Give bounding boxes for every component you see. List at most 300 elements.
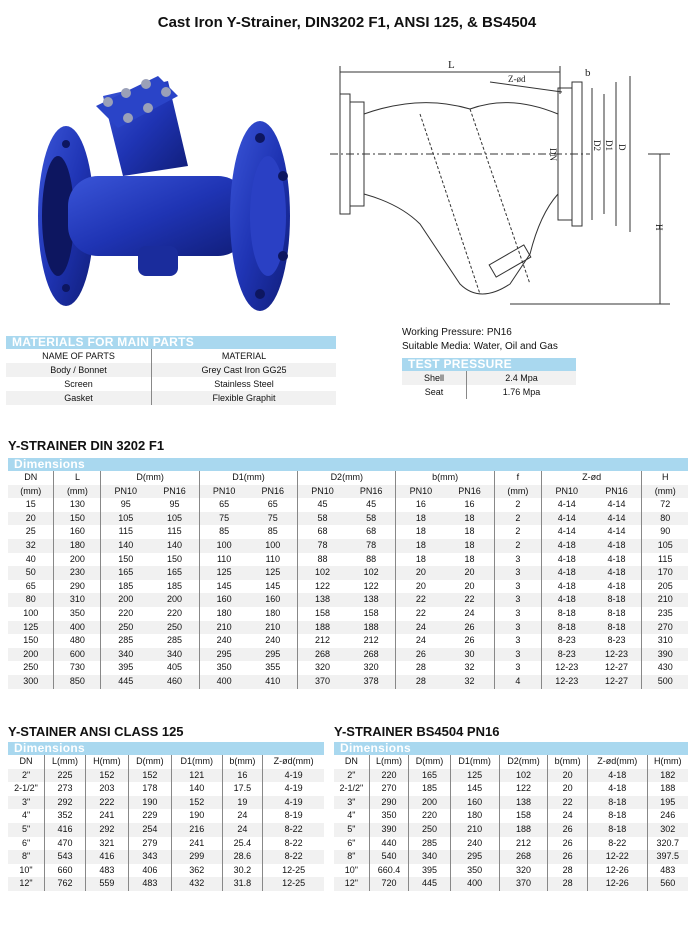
- table-cell: (mm): [8, 485, 54, 499]
- table-cell: D2(mm): [499, 755, 548, 769]
- table-cell: 240: [199, 634, 248, 648]
- table-cell: DN: [344, 756, 358, 766]
- table-cell: 378: [347, 675, 396, 689]
- table-cell: 8-23: [541, 648, 591, 662]
- table-cell: 102: [298, 566, 347, 580]
- table-cell: 5": [334, 823, 369, 837]
- table-row: [8, 864, 324, 878]
- table-cell: 15: [25, 499, 36, 510]
- table-row: [334, 796, 688, 810]
- table-cell: PN16: [445, 485, 494, 499]
- table-cell: 25.4: [222, 837, 263, 851]
- table-cell: 105: [642, 539, 688, 553]
- table-cell: 152: [128, 769, 171, 783]
- table-cell: 352: [45, 809, 86, 823]
- table-cell: 18: [396, 525, 445, 539]
- table-cell: 210: [248, 621, 297, 635]
- table-row: [334, 837, 688, 851]
- table-cell: 12-23: [592, 648, 642, 662]
- table-cell: 190: [171, 809, 222, 823]
- table-cell: 270: [369, 782, 408, 796]
- table-cell: L(mm): [45, 755, 86, 769]
- table-cell: 400: [199, 675, 248, 689]
- table-cell: 246: [647, 809, 688, 823]
- table-cell: 483: [85, 864, 128, 878]
- table-cell: 26: [548, 837, 587, 851]
- table-cell: Flexible Graphit: [152, 391, 337, 405]
- table-cell: 4-18: [587, 769, 647, 783]
- table-cell: 292: [85, 823, 128, 837]
- table-cell: H: [642, 471, 688, 485]
- table-cell: 416: [85, 850, 128, 864]
- table-cell: 2: [494, 525, 541, 539]
- table-cell: 350: [450, 864, 499, 878]
- bs-dimensions-band: Dimensions: [334, 742, 688, 755]
- table-cell: 125: [199, 566, 248, 580]
- table-cell: 212: [499, 837, 548, 851]
- table-cell: 432: [171, 877, 222, 891]
- table-cell: 28: [396, 675, 445, 689]
- working-conditions: [402, 326, 558, 354]
- drawing-label-z: Z-ød: [508, 74, 526, 84]
- table-cell: b(mm): [548, 755, 587, 769]
- table-cell: 72: [642, 498, 688, 512]
- table-cell: 660.4: [369, 864, 408, 878]
- table-cell: 185: [166, 580, 182, 591]
- table-cell: 165: [150, 566, 199, 580]
- table-cell: DN: [24, 472, 38, 482]
- table-cell: 16: [222, 769, 263, 783]
- table-cell: 200: [101, 593, 150, 607]
- table-cell: 24: [548, 809, 587, 823]
- table-cell: 500: [642, 675, 688, 689]
- table-cell: 152: [85, 769, 128, 783]
- table-cell: 80: [8, 593, 54, 607]
- table-cell: 180: [450, 809, 499, 823]
- table-cell: 20: [396, 580, 445, 594]
- table-row: [334, 809, 688, 823]
- table-cell: 220: [409, 809, 451, 823]
- table-cell: 3: [494, 621, 541, 635]
- table-cell: 292: [45, 796, 86, 810]
- table-cell: 4-18: [607, 553, 626, 564]
- table-cell: 4-18: [607, 580, 626, 591]
- table-cell: 445: [101, 675, 150, 689]
- table-cell: 559: [85, 877, 128, 891]
- table-cell: 355: [265, 662, 281, 673]
- table-row: [8, 796, 324, 810]
- table-row: [8, 809, 324, 823]
- table-cell: 150: [101, 553, 150, 567]
- table-cell: 370: [499, 877, 548, 891]
- table-cell: 302: [647, 823, 688, 837]
- table-cell: 4-18: [592, 539, 642, 553]
- table-cell: Body / Bonnet: [6, 363, 152, 377]
- table-cell: 290: [54, 580, 101, 594]
- table-cell: 105: [150, 512, 199, 526]
- table-cell: 122: [363, 580, 379, 591]
- table-cell: 8-18: [541, 621, 591, 635]
- table-cell: 165: [409, 769, 451, 783]
- table-cell: 12-27: [605, 662, 629, 673]
- table-cell: 2: [494, 512, 541, 526]
- table-row: [334, 769, 688, 783]
- table-cell: 8-18: [587, 823, 647, 837]
- strainer-technical-drawing: [330, 54, 680, 316]
- table-cell: 188: [499, 823, 548, 837]
- table-cell: 440: [369, 837, 408, 851]
- table-cell: 483: [128, 877, 171, 891]
- table-row: [8, 580, 688, 594]
- table-cell: 145: [199, 580, 248, 594]
- table-cell: 170: [642, 566, 688, 580]
- table-row: [8, 553, 688, 567]
- table-cell: 180: [265, 607, 281, 618]
- table-row: [8, 498, 688, 512]
- table-cell: 390: [642, 648, 688, 662]
- table-cell: 300: [8, 675, 54, 689]
- table-cell: 203: [85, 782, 128, 796]
- table-cell: PN16: [592, 485, 642, 499]
- din-section: [8, 458, 688, 689]
- table-cell: 185: [409, 782, 451, 796]
- table-cell: 2.4 Mpa: [467, 371, 577, 385]
- table-cell: 30.2: [222, 864, 263, 878]
- table-cell: 140: [171, 782, 222, 796]
- table-cell: 12-25: [263, 864, 324, 878]
- materials-header: MATERIAL: [152, 349, 337, 363]
- table-cell: 370: [298, 675, 347, 689]
- table-cell: 32: [8, 539, 54, 553]
- table-cell: 28: [548, 877, 587, 891]
- table-header-row: [334, 755, 688, 769]
- table-cell: 110: [265, 553, 280, 564]
- table-cell: 350: [199, 661, 248, 675]
- table-cell: 18: [464, 526, 475, 537]
- table-cell: 410: [248, 675, 297, 689]
- table-cell: 18: [396, 553, 445, 567]
- din-table: [8, 471, 688, 689]
- table-cell: 10": [19, 864, 33, 875]
- table-header-row: [8, 755, 324, 769]
- table-cell: 4-18: [587, 782, 647, 796]
- table-cell: 160: [248, 593, 297, 607]
- table-cell: 200: [409, 796, 451, 810]
- table-cell: 2: [494, 498, 541, 512]
- table-cell: 22: [396, 593, 445, 607]
- table-cell: 279: [128, 837, 171, 851]
- drawing-label-dn: DN: [548, 148, 558, 161]
- table-cell: 24: [396, 634, 445, 648]
- table-cell: 65: [25, 580, 36, 591]
- table-cell: 138: [298, 593, 347, 607]
- table-cell: 50: [8, 566, 54, 580]
- table-cell: 3: [494, 566, 541, 580]
- table-cell: 100: [23, 607, 39, 618]
- table-cell: D(mm): [128, 755, 171, 769]
- din-dimensions-band: Dimensions: [8, 458, 688, 471]
- table-cell: 8": [8, 850, 45, 864]
- din-table-title: Y-STRAINER DIN 3202 F1: [8, 438, 165, 453]
- table-cell: 8-22: [263, 850, 324, 864]
- table-cell: 268: [298, 648, 347, 662]
- table-cell: 125: [248, 566, 297, 580]
- table-cell: 850: [54, 675, 101, 689]
- table-cell: Z-ød(mm): [263, 755, 324, 769]
- table-cell: 150: [23, 635, 39, 646]
- table-cell: 2: [494, 539, 541, 553]
- table-cell: 400: [450, 877, 499, 891]
- table-cell: 115: [101, 525, 150, 539]
- table-cell: 20: [396, 566, 445, 580]
- table-cell: 20: [464, 580, 475, 591]
- test-pressure-band: TEST PRESSURE: [402, 358, 576, 371]
- table-cell: 12-27: [592, 675, 642, 689]
- table-cell: Grey Cast Iron GG25: [152, 363, 337, 377]
- table-cell: 720: [369, 877, 408, 891]
- table-cell: 158: [298, 607, 347, 621]
- ansi-dimensions-band: Dimensions: [8, 742, 324, 755]
- table-cell: 150: [54, 512, 101, 526]
- table-cell: 158: [363, 607, 379, 618]
- table-cell: 4-14: [541, 512, 591, 526]
- table-cell: 85: [199, 525, 248, 539]
- table-cell: 102: [499, 769, 548, 783]
- table-cell: 180: [54, 539, 101, 553]
- table-row: [8, 607, 688, 621]
- table-cell: 216: [171, 823, 222, 837]
- table-row: [8, 648, 688, 662]
- table-cell: 3: [494, 607, 541, 621]
- table-cell: 125: [450, 769, 499, 783]
- table-cell: 205: [642, 580, 688, 594]
- table-cell: 4": [21, 810, 31, 821]
- table-cell: 12": [8, 877, 45, 891]
- table-cell: 229: [128, 809, 171, 823]
- table-cell: 4-19: [263, 796, 324, 810]
- table-cell: 8-18: [541, 607, 591, 621]
- table-row: [8, 512, 688, 526]
- table-cell: 88: [298, 553, 347, 567]
- table-row: [8, 634, 688, 648]
- table-cell: 195: [647, 796, 688, 810]
- table-cell: 188: [647, 782, 688, 796]
- table-cell: 150: [166, 553, 182, 564]
- table-cell: 660: [45, 864, 86, 878]
- table-cell: 65: [267, 499, 278, 510]
- table-cell: 406: [128, 864, 171, 878]
- table-cell: 200: [150, 593, 199, 607]
- table-cell: 28: [548, 864, 587, 878]
- table-cell: 210: [450, 823, 499, 837]
- table-cell: PN16: [248, 485, 297, 499]
- test-pressure-table: [402, 371, 576, 399]
- table-cell: 17.5: [222, 782, 263, 796]
- table-cell: 18: [396, 539, 445, 553]
- table-header-row: [8, 471, 688, 485]
- table-row: [8, 593, 688, 607]
- table-cell: 178: [128, 782, 171, 796]
- table-cell: 4-14: [541, 525, 591, 539]
- table-cell: 8-18: [587, 796, 647, 810]
- table-cell: 212: [298, 634, 347, 648]
- table-cell: Z-ød(mm): [587, 755, 647, 769]
- table-cell: Shell: [402, 371, 467, 385]
- table-cell: 250: [101, 621, 150, 635]
- table-cell: 12-25: [263, 877, 324, 891]
- drawing-label-h: H: [654, 224, 664, 231]
- table-cell: 397.5: [647, 850, 688, 864]
- table-cell: 8-18: [587, 809, 647, 823]
- table-cell: 28.6: [222, 850, 263, 864]
- table-row: [334, 850, 688, 864]
- table-cell: 95: [101, 498, 150, 512]
- ansi-table: [8, 755, 324, 891]
- table-cell: 185: [101, 580, 150, 594]
- table-cell: 310: [54, 593, 101, 607]
- table-row: [6, 391, 336, 405]
- table-cell: 8-22: [587, 837, 647, 851]
- table-cell: 8-22: [263, 823, 324, 837]
- table-cell: 395: [409, 864, 451, 878]
- table-cell: 400: [54, 621, 101, 635]
- table-cell: 290: [369, 796, 408, 810]
- table-cell: 12-23: [541, 661, 591, 675]
- table-cell: 285: [409, 837, 451, 851]
- table-cell: DN: [19, 756, 33, 766]
- table-cell: 480: [54, 634, 101, 648]
- table-cell: 6": [21, 837, 31, 848]
- table-cell: 240: [265, 635, 281, 646]
- table-cell: 470: [45, 837, 86, 851]
- table-cell: 241: [171, 837, 222, 851]
- table-cell: 32: [445, 675, 494, 689]
- table-row: [402, 371, 576, 385]
- table-cell: 125: [8, 621, 54, 635]
- table-row: [8, 877, 324, 891]
- table-cell: 320: [298, 661, 347, 675]
- table-cell: 3: [494, 580, 541, 594]
- table-cell: 3: [494, 593, 541, 607]
- table-cell: 188: [298, 621, 347, 635]
- table-cell: (mm): [494, 485, 541, 499]
- table-cell: 3": [334, 796, 369, 810]
- table-cell: 182: [647, 769, 688, 783]
- table-cell: 543: [45, 850, 86, 864]
- table-cell: PN10: [396, 485, 445, 499]
- table-cell: H(mm): [647, 755, 688, 769]
- table-cell: 295: [450, 850, 499, 864]
- table-cell: 100: [248, 539, 297, 553]
- table-cell: 18: [464, 553, 475, 564]
- table-cell: 3: [494, 648, 541, 662]
- table-cell: 230: [54, 566, 101, 580]
- table-cell: 25: [25, 526, 36, 537]
- bs-table-title: Y-STRAINER BS4504 PN16: [334, 724, 500, 739]
- table-cell: 32: [464, 662, 475, 673]
- materials-header: NAME OF PARTS: [42, 351, 115, 361]
- table-cell: 22: [445, 593, 494, 607]
- table-cell: 100: [199, 539, 248, 553]
- table-cell: 58: [347, 512, 396, 526]
- materials-section: [6, 336, 336, 405]
- table-cell: 19: [222, 796, 263, 810]
- table-cell: 130: [54, 498, 101, 512]
- table-cell: 78: [298, 539, 347, 553]
- table-cell: 26: [464, 635, 475, 646]
- table-cell: 320: [363, 662, 379, 673]
- table-cell: 88: [366, 553, 377, 564]
- table-cell: 340: [101, 648, 150, 662]
- table-row: [8, 661, 688, 675]
- table-cell: 30: [445, 648, 494, 662]
- table-cell: 4": [347, 810, 356, 821]
- table-cell: D(mm): [101, 471, 199, 485]
- table-cell: PN16: [347, 485, 396, 499]
- table-cell: 160: [450, 796, 499, 810]
- table-cell: 340: [409, 850, 451, 864]
- table-cell: 3: [494, 634, 541, 648]
- table-cell: L: [54, 471, 101, 485]
- table-cell: 26: [396, 648, 445, 662]
- table-cell: 2": [8, 769, 45, 783]
- table-cell: 270: [642, 621, 688, 635]
- table-cell: 4-14: [607, 526, 626, 537]
- table-cell: 460: [150, 675, 199, 689]
- table-cell: 12": [334, 877, 369, 891]
- table-cell: 115: [642, 553, 688, 567]
- materials-table: [6, 349, 336, 405]
- table-cell: Gasket: [6, 391, 152, 405]
- table-row: [6, 377, 336, 391]
- table-cell: 4-14: [541, 498, 591, 512]
- table-cell: 483: [647, 864, 688, 878]
- table-cell: 4-19: [263, 782, 324, 796]
- table-cell: 4-18: [592, 566, 642, 580]
- table-cell: D1(mm): [450, 755, 499, 769]
- table-cell: 395: [101, 661, 150, 675]
- table-cell: 20: [548, 782, 587, 796]
- table-cell: 18: [396, 512, 445, 526]
- table-cell: PN10: [541, 485, 591, 499]
- table-cell: 122: [298, 580, 347, 594]
- table-cell: 200: [54, 553, 101, 567]
- table-cell: 140: [150, 539, 199, 553]
- table-cell: 22: [548, 796, 587, 810]
- table-row: [334, 877, 688, 891]
- table-cell: 250: [150, 621, 199, 635]
- table-cell: 299: [171, 850, 222, 864]
- table-cell: 2-1/2": [14, 783, 38, 794]
- table-cell: L(mm): [369, 755, 408, 769]
- table-cell: 68: [298, 525, 347, 539]
- table-row: [8, 675, 688, 689]
- drawing-label-d: D: [617, 144, 627, 151]
- table-cell: 235: [642, 607, 688, 621]
- table-cell: 58: [298, 512, 347, 526]
- table-cell: 254: [128, 823, 171, 837]
- table-cell: 362: [171, 864, 222, 878]
- materials-band: MATERIALS FOR MAIN PARTS: [6, 336, 336, 349]
- table-cell: 4-18: [541, 553, 591, 567]
- table-cell: 225: [45, 769, 86, 783]
- table-cell: Screen: [64, 379, 93, 389]
- table-cell: 75: [199, 512, 248, 526]
- table-cell: 285: [166, 635, 182, 646]
- table-cell: 18: [445, 512, 494, 526]
- drawing-label-d1: D1: [604, 140, 614, 151]
- table-cell: 320: [499, 864, 548, 878]
